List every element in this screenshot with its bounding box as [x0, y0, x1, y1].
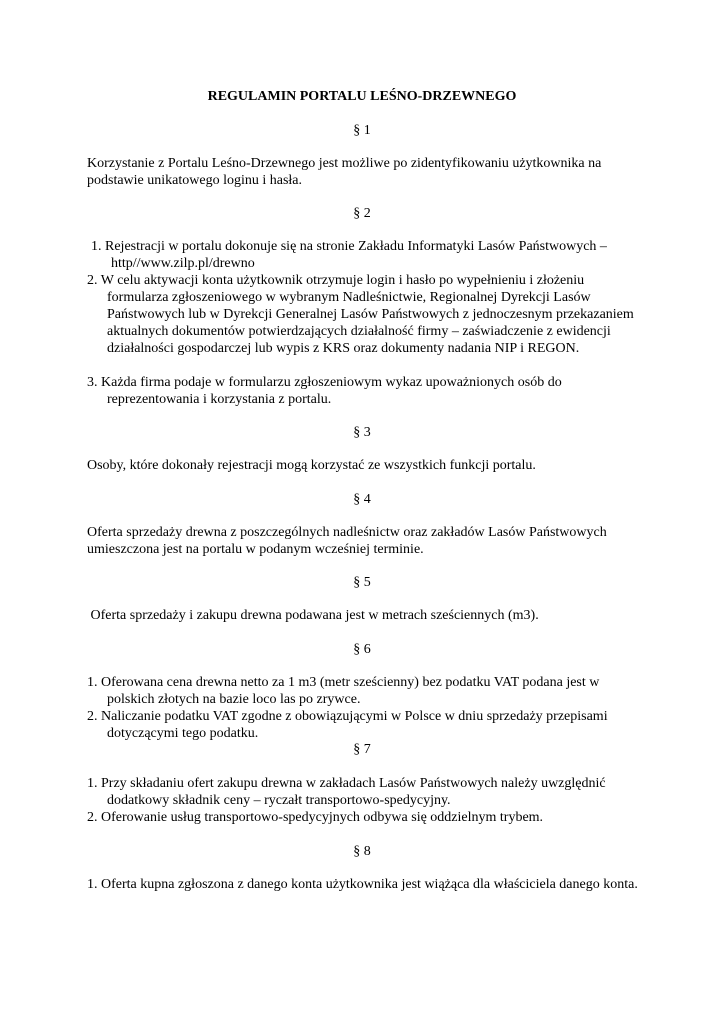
section-7-item-2: 2. Oferowanie usług transportowo-spedycyjnych odbywa się oddzielnym trybem.	[87, 810, 544, 825]
section-5-heading: § 5	[353, 575, 371, 590]
section-4-heading: § 4	[353, 492, 371, 507]
document-title: REGULAMIN PORTALU LEŚNO-DRZEWNEGO	[207, 89, 517, 104]
section-6-item-1: 1. Oferowana cena drewna netto za 1 m3 (metr sześcienny) bez podatku VAT podana jest w polskich złotych na bazie loco las po zrywce.	[87, 675, 600, 707]
section-2-item-3: 3. Każda firma podaje w formularzu zgłoszeniowym wykaz upoważnionych osób do reprezentowania i korzystania z portalu.	[87, 375, 562, 407]
section-3-paragraph: Osoby, które dokonały rejestracji mogą korzystać ze wszystkich funkcji portalu.	[87, 458, 536, 473]
section-6-heading: § 6	[353, 642, 371, 657]
section-3-heading: § 3	[353, 425, 371, 440]
section-8-heading: § 8	[353, 844, 371, 859]
section-1-paragraph: Korzystanie z Portalu Leśno-Drzewnego jest możliwe po zidentyfikowaniu użytkownika na podstawie unikatowego loginu i hasła.	[87, 156, 602, 188]
section-7-item-1: 1. Przy składaniu ofert zakupu drewna w zakładach Lasów Państwowych należy uwzględnić dodatkowy składnik ceny – ryczałt transportowo-spedycyjny.	[87, 776, 606, 808]
section-4-paragraph: Oferta sprzedaży drewna z poszczególnych nadleśnictw oraz zakładów Lasów Państwowych umieszczona jest na portalu w podanym wcześniej terminie.	[87, 525, 607, 557]
section-6-item-2: 2. Naliczanie podatku VAT zgodne z obowiązującymi w Polsce w dniu sprzedaży przepisami dotyczącymi tego podatku.	[87, 709, 608, 741]
section-8-item-1: 1. Oferta kupna zgłoszona z danego konta użytkownika jest wiążąca dla właściciela danego konta.	[87, 877, 638, 892]
section-2-item-1: 1. Rejestracji w portalu dokonuje się na stronie Zakładu Informatyki Lasów Państwowych – http//www.zilp.pl/drewno	[91, 239, 607, 271]
section-2-item-2: 2. W celu aktywacji konta użytkownik otrzymuje login i hasło po wypełnieniu i złożeniu formularza zgłoszeniowego w wybranym Nadleśnictwie, Regionalnej Dyrekcji Lasów Państwowych lub w Dyrekcji Generalnej Lasów Państwowych z jednoczesnym przekazaniem aktualnych dokumentów potwierdzających działalność firmy – zaświadczenie z ewidencji działalności gospodarczej lub wypis z KRS oraz dokumenty nadania NIP i REGON.	[87, 273, 634, 356]
section-7-heading: § 7	[353, 742, 371, 757]
section-5-paragraph: Oferta sprzedaży i zakupu drewna podawana jest w metrach sześciennych (m3).	[87, 608, 539, 623]
section-1-heading: § 1	[353, 123, 371, 138]
section-2-heading: § 2	[353, 206, 371, 221]
